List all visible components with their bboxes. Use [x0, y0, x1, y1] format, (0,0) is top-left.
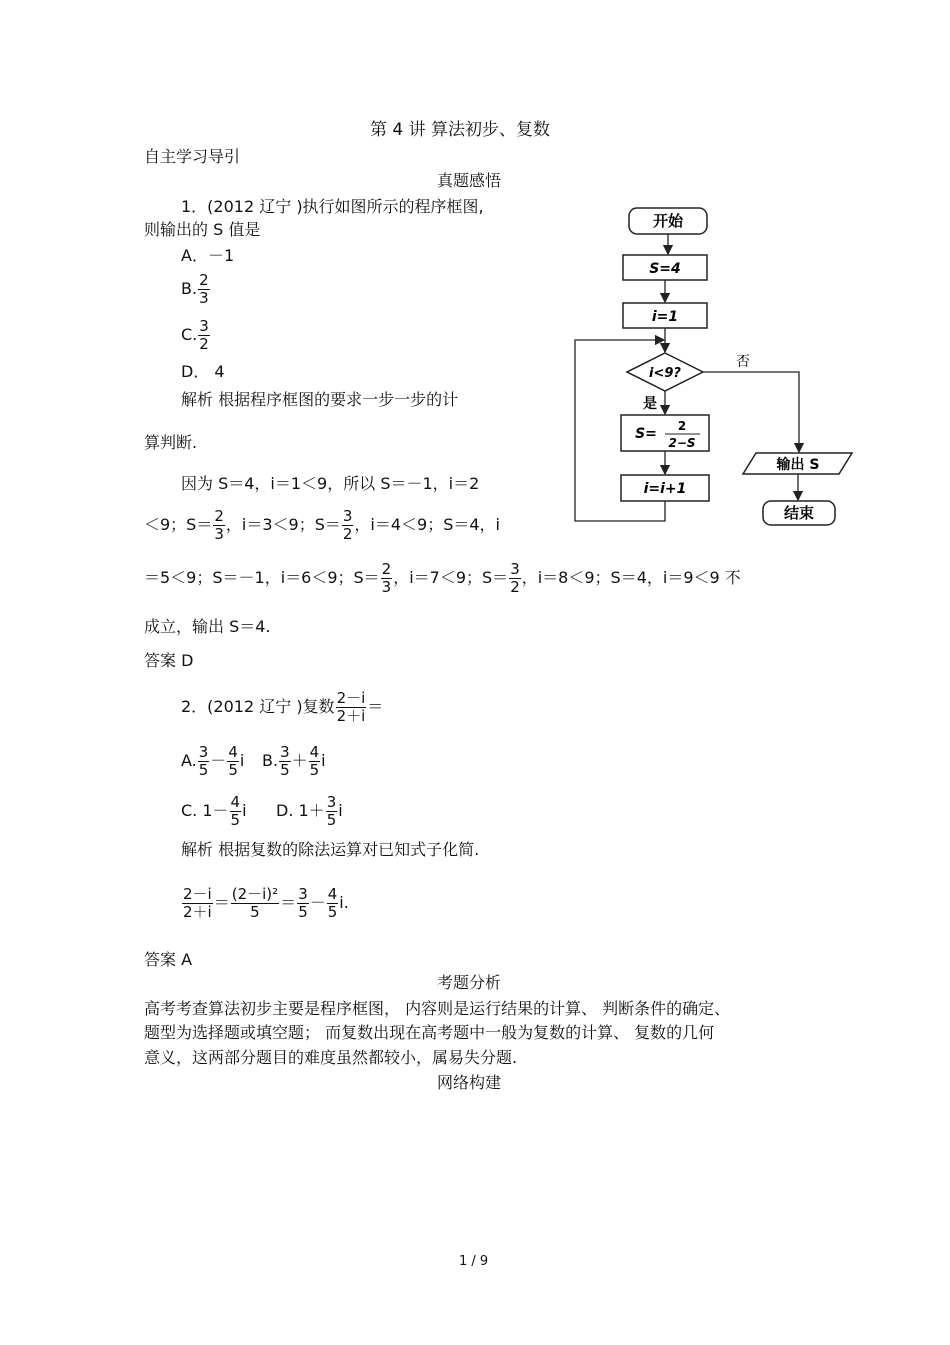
- q1-option-c-label: C.: [181, 325, 198, 344]
- program-flowchart: [560, 195, 880, 535]
- q1-calc-line1: 因为 S＝4，i＝1＜9，所以 S＝－1，i＝2: [181, 474, 480, 493]
- analysis-paragraph-line1: 高考考查算法初步主要是程序框图， 内容则是运行结果的计算、 判断条件的确定、: [144, 999, 731, 1018]
- flow-end-text: 结束: [783, 504, 815, 522]
- q1-analysis-line1: 解析 根据程序框图的要求一步一步的计: [181, 390, 459, 409]
- q1-calc-line2: ＜9；S＝ $\frac{2}{3}$ ，i＝3＜9；S＝ $\frac{3}{2}$ ，i＝4＜9；S＝4，i: [144, 507, 500, 543]
- q1-option-b-label: B.: [181, 279, 198, 298]
- q1-option-a: A．－1: [181, 246, 235, 265]
- flow-output-text: 输出 S: [776, 457, 820, 473]
- flow-update-den: 2−S: [668, 436, 696, 450]
- flow-s-init-text: S=4: [649, 261, 681, 277]
- q1-calc-line4: 成立，输出 S＝4.: [144, 617, 271, 636]
- q2-option-c: C. 1－ $\frac{4}{5}$ i: [181, 793, 247, 829]
- q1-stem-line1: 1．(2012 辽宁 )执行如图所示的程序框图,: [181, 197, 484, 216]
- flow-decision-text: i<9?: [649, 366, 681, 381]
- flow-i-init-text: i=1: [651, 309, 679, 325]
- analysis-paragraph-line2: 题型为选择题或填空题； 而复数出现在高考题中一般为复数的计算、 复数的几何: [144, 1023, 715, 1042]
- flow-update-num: 2: [677, 419, 687, 433]
- q2-option-a: A. $\frac{3}{5}$ － $\frac{4}{5}$ i: [181, 743, 245, 779]
- flow-increment-text: i=i+1: [643, 481, 687, 497]
- q2-option-b: B. $\frac{3}{5}$ ＋ $\frac{4}{5}$ i: [262, 743, 326, 779]
- q1-option-d: D． 4: [181, 362, 225, 381]
- page-number: 1 / 9: [459, 1254, 489, 1269]
- subsection-heading-network: 网络构建: [437, 1073, 502, 1092]
- q1-calc-line3: ＝5＜9；S＝－1，i＝6＜9；S＝ $\frac{2}{3}$ ，i＝7＜9；S＝ $\frac{3}{2}$ ，i＝8＜9；S＝4，i＝9＜9 不: [144, 560, 741, 596]
- q2-calculation: $\frac{2-i}{2+i}$ ＝ $\frac{\text{(2－i)²}}{5}$ ＝ $\frac{3}{5}$ － $\frac{4}{5}$ i.: [183, 885, 349, 921]
- page-title: 第 4 讲 算法初步、复数: [370, 120, 551, 140]
- subsection-heading-zhenti: 真题感悟: [437, 171, 502, 190]
- flow-yes-label: 是: [643, 396, 657, 412]
- q1-stem-line2: 则输出的 S 值是: [144, 220, 261, 239]
- flow-no-label: 否: [736, 354, 750, 370]
- q1-option-b: [181, 272, 211, 307]
- q2-analysis: 解析 根据复数的除法运算对已知式子化简.: [181, 840, 480, 859]
- section-heading: 自主学习导引: [144, 147, 241, 166]
- q2-stem: 2．(2012 辽宁 )复数 $\frac{2-i}{2+i}$ ＝: [181, 689, 384, 725]
- q1-option-c-fraction: $\frac{3}{2}$: [199, 317, 209, 353]
- subsection-heading-analysis: 考题分析: [437, 973, 502, 992]
- q1-option-b-fraction: $\frac{2}{3}$: [199, 271, 209, 307]
- analysis-paragraph-line3: 意义，这两部分题目的难度虽然都较小，属易失分题.: [144, 1048, 518, 1067]
- q2-answer: 答案 A: [144, 950, 193, 969]
- flow-update-prefix: S=: [635, 426, 657, 442]
- q2-option-d: D. 1＋ $\frac{3}{5}$ i: [276, 793, 343, 829]
- q1-answer: 答案 D: [144, 651, 194, 670]
- flow-start-text: 开始: [652, 212, 684, 230]
- q1-option-c: [181, 318, 211, 353]
- q2-stem-fraction: $\frac{2-i}{2+i}$: [336, 689, 366, 725]
- q1-analysis-line2: 算判断.: [144, 433, 198, 452]
